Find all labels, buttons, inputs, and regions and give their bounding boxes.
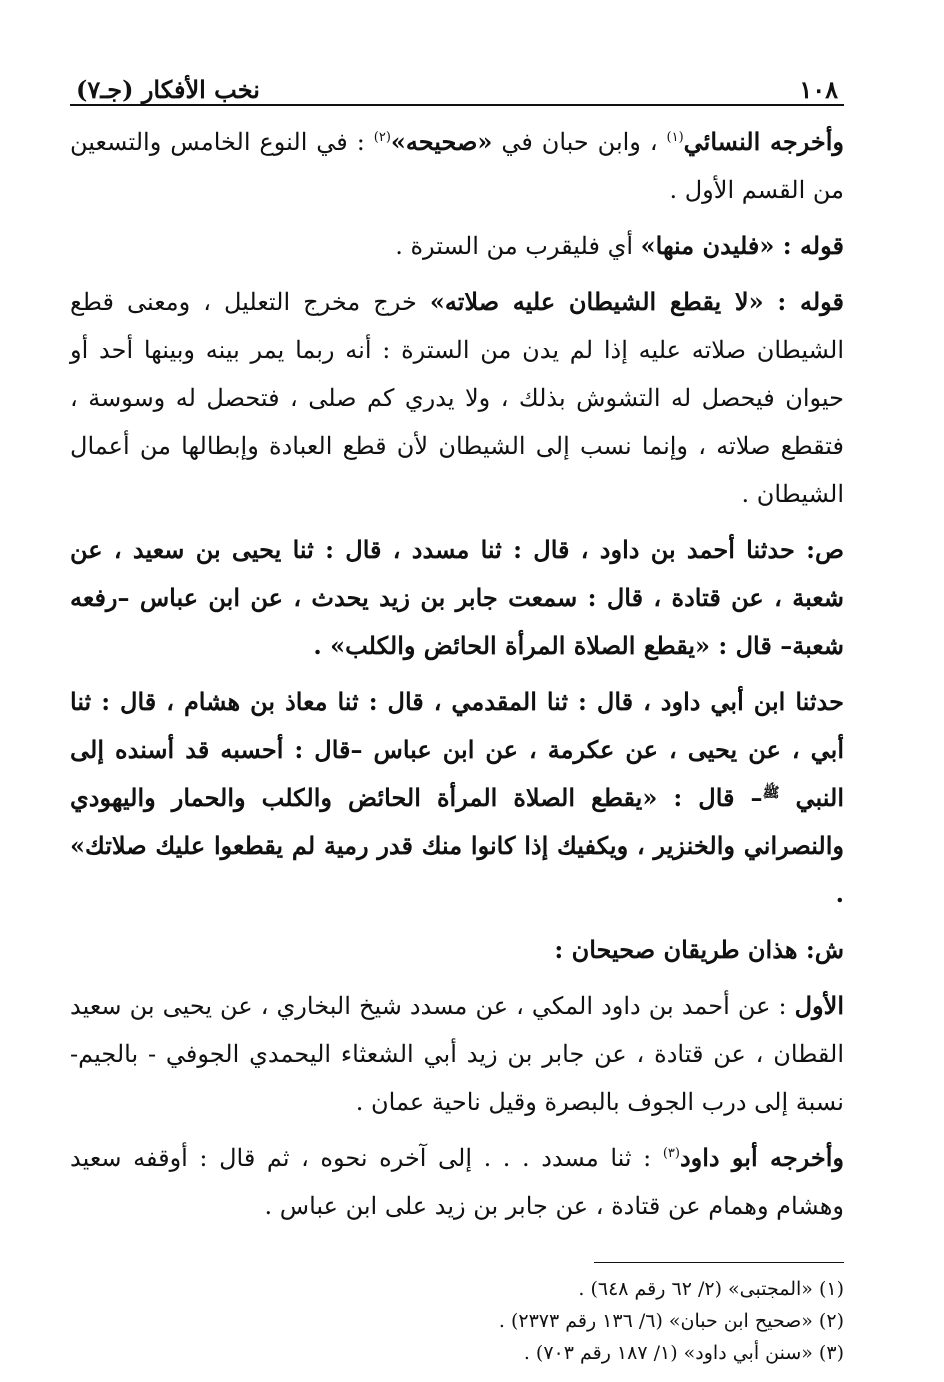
footnote-3: (٣) «سنن أبي داود» (١/ ١٨٧ رقم ٧٠٣) .	[523, 1342, 844, 1364]
body-text: خرج مخرج التعليل ، ومعنى قطع الشيطان صلاته عليه إذا لم يدن من السترة : أنه ربما يمر بينه وبينها أحد أو حيوان فيحصل له التشوش بذلك ، ولا يدري كم صلى ، فتحصل له وسوسة ، فتقطع صلاته ، وإنما نسب إلى الشيطان لأن قطع العبادة وإبطالها من أعمال الشيطان .	[70, 288, 845, 508]
paragraph-hadith-2	[70, 678, 844, 918]
paragraph-first-route	[70, 982, 844, 1126]
lead-text: قوله : «فليدن منها»	[640, 231, 844, 260]
body-text: : ثنا مسدد . . . إلى آخره نحوه ، ثم قال : أوقفه سعيد وهشام وهمام عن قتادة ، عن جابر بن زيد على ابن عباس .	[70, 1144, 844, 1220]
page-number: ١٠٨	[799, 75, 838, 104]
footnote-ref-3: (٣)	[662, 1146, 680, 1161]
running-header	[70, 56, 844, 104]
footnote-rule	[594, 1262, 844, 1263]
hadith-text: حدثنا ابن أبي داود ، قال : ثنا المقدمي ، قال : ثنا معاذ بن هشام ، قال : ثنا أبي ، عن يحيى ، عن عكرمة ، عن ابن عباس –قال : أحسبه قد أسنده إلى النبي	[70, 687, 844, 812]
salla-ligature: ﷺ	[762, 785, 780, 801]
book-name: «صحيحه»	[390, 127, 493, 156]
lead-text: قوله : «لا يقطع الشيطان عليه صلاته»	[429, 287, 844, 316]
paragraph-hadith-1: ص: حدثنا أحمد بن داود ، قال : ثنا مسدد ، قال : ثنا يحيى بن سعيد ، عن شعبة ، عن قتادة ، قال : سمعت جابر بن زيد يحدث ، عن ابن عباس –رفعه شعبة– قال : «يقطع الصلاة المرأة الحائض والكلب» .	[70, 535, 844, 660]
paragraph-takhrij-nasai	[70, 118, 844, 214]
paragraph-la-yaqta	[70, 278, 844, 518]
header-rule	[70, 104, 844, 106]
page	[70, 56, 844, 1369]
paragraph-sharh-heading: ش: هذان طريقان صحيحان :	[554, 935, 844, 964]
lead-text: الأول	[794, 991, 844, 1020]
book-title: نخب الأفكار (جـ٧)	[76, 75, 260, 104]
footnote-1: (١) «المجتبى» (٢/ ٦٢ رقم ٦٤٨) .	[578, 1278, 844, 1300]
footnote-2: (٢) «صحيح ابن حبان» (٦/ ١٣٦ رقم ٢٣٧٣) .	[498, 1310, 844, 1332]
body-text: : عن أحمد بن داود المكي ، عن مسدد شيخ البخاري ، عن يحيى بن سعيد القطان ، عن قتادة ، عن جابر بن زيد أبي الشعثاء اليحمدي الجوفي - بالجيم- نسبة إلى درب الجوف بالبصرة وقيل ناحية عمان .	[70, 992, 845, 1116]
body-text: : في النوع الخامس والتسعين من القسم الأول .	[70, 128, 844, 204]
lead-text: وأخرجه النسائي	[683, 127, 844, 156]
body-text: أي فليقرب من السترة .	[395, 232, 641, 260]
body-text: ، وابن حبان في	[492, 128, 667, 156]
footnote-ref-2: (٢)	[373, 130, 391, 145]
paragraph-falyadnu	[70, 222, 844, 270]
footnote-ref-1: (١)	[666, 130, 684, 145]
lead-text: وأخرجه أبو داود	[679, 1143, 844, 1172]
footnotes	[70, 1273, 844, 1369]
hadith-text: – قال : «يقطع الصلاة المرأة الحائض والكلب والحمار واليهودي والنصراني والخنزير ، ويكفيك إذا كانوا منك قدر رمية لم يقطعوا عليك صلاتك» .	[70, 783, 844, 908]
paragraph-takhrij-abu-dawud	[70, 1134, 844, 1230]
